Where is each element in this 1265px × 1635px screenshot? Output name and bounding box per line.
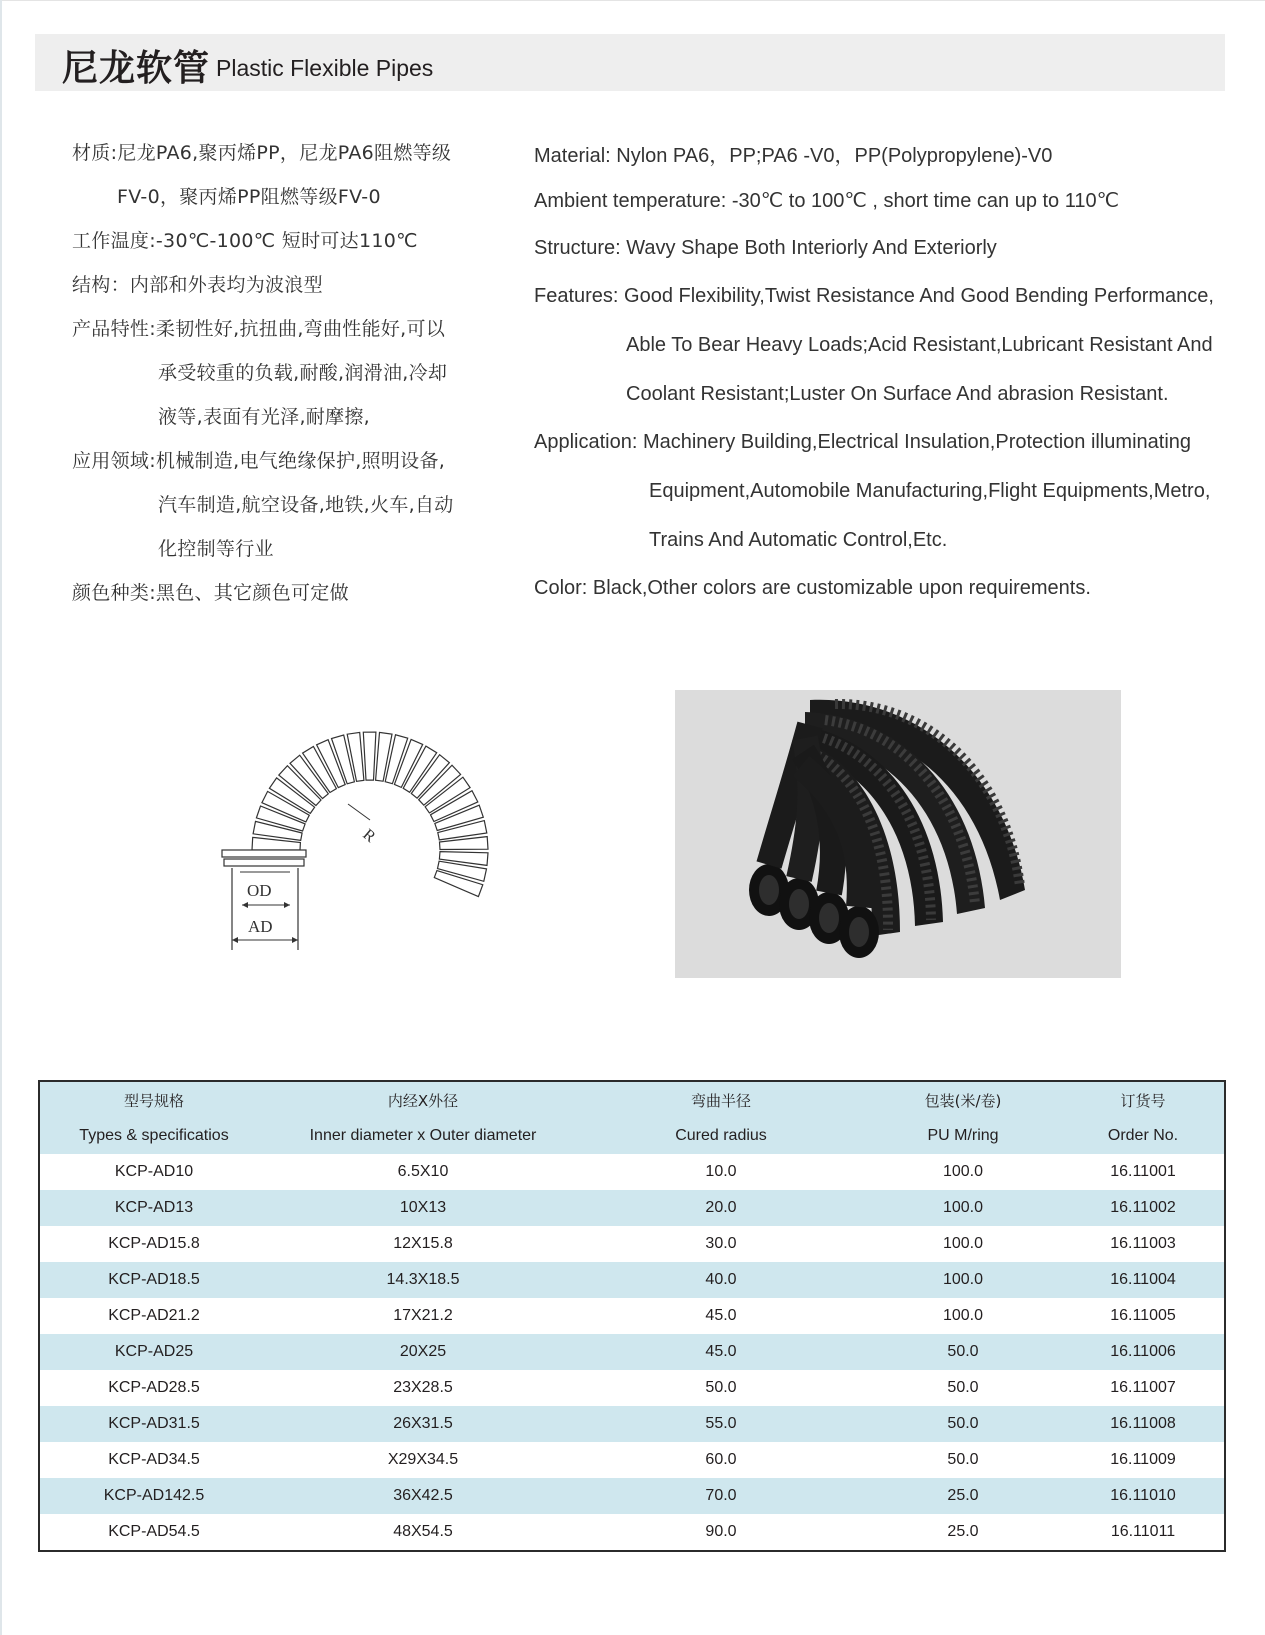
cell-pu: 100.0 [942, 1271, 984, 1288]
cn-spec-structure: 结构：内部和外表均为波浪型 [72, 274, 323, 296]
header-cn-type: 型号规格 [123, 1091, 184, 1110]
header-en-radius: Cured radius [675, 1127, 767, 1144]
cn-spec-features-cont2: 液等,表面有光泽,耐摩擦, [158, 406, 371, 428]
header-cn-radius: 弯曲半径 [690, 1091, 751, 1110]
radius-label: R [359, 826, 379, 846]
en-spec-color: Color: Black,Other colors are customizable upon requirements. [534, 577, 1091, 599]
table-header-cn-row [39, 1081, 1225, 1118]
cell-order: 16.11011 [1110, 1523, 1176, 1540]
en-spec-material: Material: Nylon PA6，PP;PA6 -V0，PP(Polypropylene)-V0 [534, 145, 1053, 167]
od-label: OD [247, 881, 272, 900]
cell-type: KCP-AD28.5 [108, 1379, 200, 1396]
cell-pu: 50.0 [947, 1415, 979, 1432]
pipe-base-rib [222, 850, 306, 857]
left-edge-border [0, 0, 2, 1635]
arrow-od-right [284, 902, 290, 908]
cell-order: 16.11004 [1110, 1271, 1176, 1288]
header-cn-diameter: 内经X外径 [387, 1091, 459, 1110]
cell-order: 16.11010 [1110, 1487, 1176, 1504]
en-spec-features-cont2: Coolant Resistant;Luster On Surface And abrasion Resistant. [626, 383, 1169, 405]
cell-pu: 50.0 [947, 1451, 979, 1468]
bend-diagram [220, 700, 540, 960]
table-row [39, 1406, 1225, 1442]
cell-pu: 100.0 [942, 1163, 984, 1180]
cell-type: KCP-AD31.5 [108, 1415, 200, 1432]
page-title-cn: 尼龙软管 [62, 48, 211, 89]
cn-spec-material: 材质:尼龙PA6,聚丙烯PP，尼龙PA6阻燃等级 [72, 142, 452, 164]
pipe-end-4-hole [849, 917, 869, 947]
header-cn-pu: 包装(米/卷) [924, 1091, 1002, 1110]
cell-type: KCP-AD13 [114, 1199, 194, 1216]
cell-pu: 100.0 [942, 1199, 984, 1216]
cell-order: 16.11009 [1110, 1451, 1176, 1468]
cn-spec-color: 颜色种类:黑色、其它颜色可定做 [72, 582, 349, 604]
header-cn-order: 订货号 [1120, 1091, 1166, 1110]
cell-order: 16.11003 [1110, 1235, 1176, 1252]
cell-order: 16.11005 [1110, 1307, 1176, 1324]
cell-order: 16.11002 [1110, 1199, 1176, 1216]
cell-radius: 45.0 [705, 1307, 737, 1324]
header-en-pu: PU M/ring [927, 1127, 999, 1144]
cell-type: KCP-AD15.8 [108, 1235, 200, 1252]
cn-spec-temperature: 工作温度:-30℃-100℃ 短时可达110℃ [72, 230, 418, 252]
cell-pu: 50.0 [947, 1343, 979, 1360]
cell-pu: 25.0 [947, 1487, 979, 1504]
cell-radius: 30.0 [705, 1235, 737, 1252]
top-border [0, 0, 1265, 1]
cell-radius: 70.0 [705, 1487, 737, 1504]
page-title-en: Plastic Flexible Pipes [216, 55, 434, 81]
cell-radius: 10.0 [705, 1163, 737, 1180]
cell-diameter: 10X13 [399, 1199, 447, 1216]
pipe-end-2-hole [789, 889, 809, 919]
cell-order: 16.11007 [1110, 1379, 1176, 1396]
table-row [39, 1442, 1225, 1478]
pipe-end-1-hole [759, 875, 779, 905]
table-header-en-row [39, 1118, 1225, 1154]
cell-radius: 50.0 [705, 1379, 737, 1396]
en-spec-application-cont1: Equipment,Automobile Manufacturing,Flight Equipments,Metro, [649, 480, 1211, 502]
table-row [39, 1478, 1225, 1514]
header-bar [35, 34, 1225, 91]
cell-radius: 20.0 [705, 1199, 737, 1216]
cell-type: KCP-AD142.5 [103, 1487, 205, 1504]
table-row [39, 1262, 1225, 1298]
cell-type: KCP-AD21.2 [108, 1307, 200, 1324]
cell-type: KCP-AD18.5 [108, 1271, 200, 1288]
arrow-od-left [242, 902, 248, 908]
cell-radius: 60.0 [705, 1451, 737, 1468]
cell-type: KCP-AD25 [114, 1343, 194, 1360]
en-spec-features: Features: Good Flexibility,Twist Resistance And Good Bending Performance, [534, 285, 1214, 307]
cell-radius: 40.0 [705, 1271, 737, 1288]
cell-diameter: 17X21.2 [393, 1307, 453, 1324]
cell-diameter: 48X54.5 [393, 1523, 453, 1540]
cell-diameter: 6.5X10 [397, 1163, 449, 1180]
table-row [39, 1298, 1225, 1334]
ad-label: AD [248, 917, 273, 936]
cell-pu: 100.0 [942, 1235, 984, 1252]
cell-order: 16.11008 [1110, 1415, 1176, 1432]
cell-diameter: 20X25 [399, 1343, 447, 1360]
table-row [39, 1190, 1225, 1226]
table-row [39, 1370, 1225, 1406]
en-spec-temperature: Ambient temperature: -30℃ to 100℃ , short time can up to 110℃ [534, 190, 1120, 212]
cell-pu: 25.0 [947, 1523, 979, 1540]
cell-diameter: 12X15.8 [393, 1235, 453, 1252]
table-row [39, 1226, 1225, 1262]
pipe-end-3-hole [819, 903, 839, 933]
en-spec-structure: Structure: Wavy Shape Both Interiorly And Exteriorly [534, 237, 997, 259]
cell-radius: 45.0 [705, 1343, 737, 1360]
spec-table [38, 1080, 1226, 1552]
cn-spec-application-cont1: 汽车制造,航空设备,地铁,火车,自动 [158, 494, 454, 516]
header-en-diameter: Inner diameter x Outer diameter [309, 1127, 537, 1144]
en-spec-features-cont1: Able To Bear Heavy Loads;Acid Resistant,Lubricant Resistant And [626, 334, 1213, 356]
cn-spec-application: 应用领域:机械制造,电气绝缘保护,照明设备, [72, 450, 446, 472]
pipe-base-rib [224, 859, 304, 866]
product-photo [675, 690, 1121, 978]
arrow-ad-left [232, 937, 238, 943]
table-row [39, 1334, 1225, 1370]
cell-diameter: X29X34.5 [387, 1451, 459, 1468]
cn-spec-features-cont1: 承受较重的负载,耐酸,润滑油,冷却 [158, 362, 448, 384]
cell-diameter: 14.3X18.5 [386, 1271, 460, 1288]
cell-pu: 100.0 [942, 1307, 984, 1324]
en-spec-application-cont2: Trains And Automatic Control,Etc. [649, 529, 948, 551]
cn-spec-material-cont: FV-0，聚丙烯PP阻燃等级FV-0 [117, 186, 381, 208]
cell-radius: 90.0 [705, 1523, 737, 1540]
cell-order: 16.11006 [1110, 1343, 1176, 1360]
header-en-order: Order No. [1107, 1127, 1179, 1144]
radius-line [348, 804, 370, 820]
cell-radius: 55.0 [705, 1415, 737, 1432]
cn-spec-application-cont2: 化控制等行业 [158, 538, 274, 560]
cell-type: KCP-AD54.5 [108, 1523, 200, 1540]
header-en-type: Types & specificatios [79, 1127, 229, 1144]
arrow-ad-right [292, 937, 298, 943]
cell-diameter: 26X31.5 [393, 1415, 453, 1432]
cell-type: KCP-AD34.5 [108, 1451, 200, 1468]
cell-pu: 50.0 [947, 1379, 979, 1396]
cn-spec-features: 产品特性:柔韧性好,抗扭曲,弯曲性能好,可以 [72, 318, 446, 340]
cell-type: KCP-AD10 [114, 1163, 194, 1180]
cell-diameter: 23X28.5 [393, 1379, 453, 1396]
table-row [39, 1154, 1225, 1190]
pipe-rib [363, 732, 376, 780]
cell-diameter: 36X42.5 [393, 1487, 453, 1504]
en-spec-application: Application: Machinery Building,Electrical Insulation,Protection illuminating [534, 431, 1192, 453]
table-row [39, 1514, 1225, 1551]
cell-order: 16.11001 [1110, 1163, 1176, 1180]
